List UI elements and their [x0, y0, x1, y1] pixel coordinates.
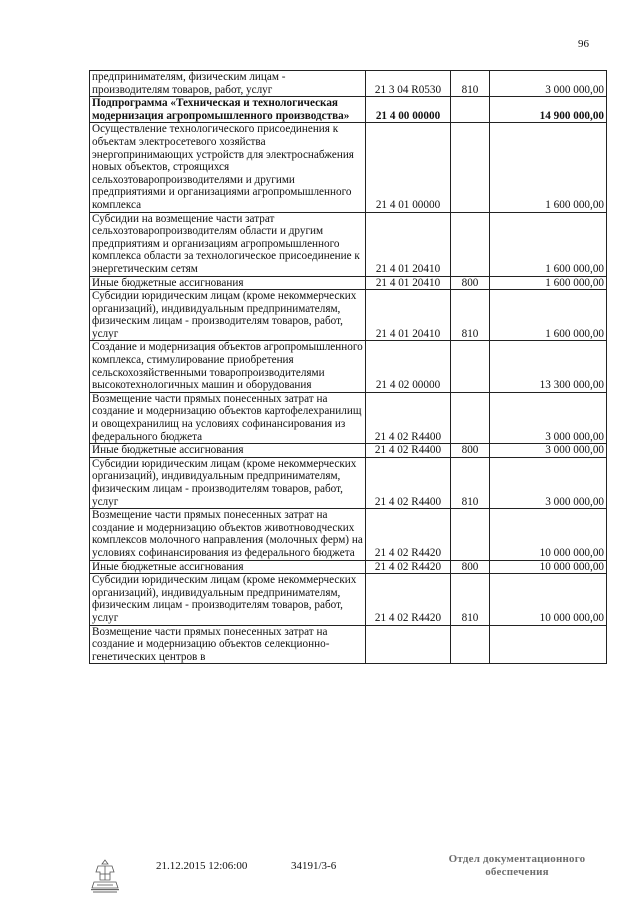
table-row [90, 212, 607, 276]
cell-amount: 10 000 000,00 [490, 574, 607, 625]
cell-name: Возмещение части прямых понесенных затрат на создание и модернизацию объектов селекционно-генетических центров в [90, 625, 366, 664]
department-stamp [437, 853, 597, 879]
table-row [90, 341, 607, 392]
cell-name: Возмещение части прямых понесенных затрат на создание и модернизацию объектов животноводческих комплексов молочного направления (молочных ферм) на условиях софинансирования из федерального бюджета [90, 509, 366, 560]
table-row [90, 574, 607, 625]
cell-name: Субсидии юридическим лицам (кроме некоммерческих организаций), индивидуальным предпринимателям, физическим лицам - производителям товаров, работ, услуг [90, 290, 366, 341]
table-row [90, 290, 607, 341]
cell-code: 21 4 02 R4400 [366, 444, 451, 458]
cell-expense-type [451, 392, 490, 443]
cell-name: Осуществление технологического присоединения к объектам электросетевого хозяйства энергопринимающих устройств для электроснабжения новых объектов, строящихся сельхозтоваропроизводителями и другими предприятиями и организациями агропромышленного комплекса [90, 123, 366, 212]
cell-amount: 3 000 000,00 [490, 71, 607, 97]
cell-expense-type: 810 [451, 71, 490, 97]
cell-name: предпринимателям, физическим лицам - производителям товаров, работ, услуг [90, 71, 366, 97]
cell-name: Иные бюджетные ассигнования [90, 444, 366, 458]
cell-amount: 1 600 000,00 [490, 212, 607, 276]
cell-code: 21 4 02 R4420 [366, 560, 451, 574]
cell-expense-type: 800 [451, 444, 490, 458]
cell-amount: 3 000 000,00 [490, 457, 607, 508]
cell-expense-type: 810 [451, 457, 490, 508]
table-row [90, 276, 607, 290]
cell-code: 21 4 02 R4400 [366, 457, 451, 508]
footer-datetime: 21.12.2015 12:06:00 [156, 860, 248, 872]
cell-code: 21 4 01 20410 [366, 290, 451, 341]
cell-expense-type [451, 509, 490, 560]
cell-name: Субсидии юридическим лицам (кроме некоммерческих организаций), индивидуальным предпринимателям, физическим лицам - производителям товаров, работ, услуг [90, 574, 366, 625]
cell-amount: 1 600 000,00 [490, 276, 607, 290]
cell-amount: 1 600 000,00 [490, 123, 607, 212]
cell-code [366, 625, 451, 664]
cell-expense-type [451, 123, 490, 212]
table-row [90, 625, 607, 664]
cell-amount: 14 900 000,00 [490, 97, 607, 123]
cell-expense-type: 800 [451, 560, 490, 574]
cell-code: 21 4 01 00000 [366, 123, 451, 212]
cell-code: 21 4 00 00000 [366, 97, 451, 123]
cell-code: 21 4 02 00000 [366, 341, 451, 392]
cell-name: Подпрограмма «Техническая и технологическая модернизация агропромышленного производства» [90, 97, 366, 123]
cell-code: 21 4 02 R4420 [366, 574, 451, 625]
cell-code: 21 4 02 R4420 [366, 509, 451, 560]
table-row [90, 457, 607, 508]
cell-name: Иные бюджетные ассигнования [90, 276, 366, 290]
page-number: 96 [578, 38, 589, 50]
cell-code: 21 4 01 20410 [366, 276, 451, 290]
footer-document-number: 34191/3-6 [291, 860, 337, 872]
cell-expense-type: 800 [451, 276, 490, 290]
cell-amount: 10 000 000,00 [490, 509, 607, 560]
cell-expense-type [451, 625, 490, 664]
cell-name: Субсидии на возмещение части затрат сельхозтоваропроизводителям области и другим предприятиям и организациям агропромышленного комплекса области за технологическое присоединение к энергетическим сетям [90, 212, 366, 276]
table-row [90, 71, 607, 97]
table-row [90, 560, 607, 574]
cell-expense-type [451, 97, 490, 123]
table-row [90, 444, 607, 458]
cell-name: Возмещение части прямых понесенных затрат на создание и модернизацию объектов картофелехранилищ и овощехранилищ на условиях софинансирования из федерального бюджета [90, 392, 366, 443]
table-row [90, 392, 607, 443]
cell-amount: 10 000 000,00 [490, 560, 607, 574]
cell-name: Субсидии юридическим лицам (кроме некоммерческих организаций), индивидуальным предпринимателям, физическим лицам - производителям товаров, работ, услуг [90, 457, 366, 508]
stamp-line-2: обеспечения [485, 866, 549, 878]
cell-amount: 3 000 000,00 [490, 444, 607, 458]
cell-expense-type: 810 [451, 290, 490, 341]
budget-table [89, 70, 607, 664]
cell-amount: 13 300 000,00 [490, 341, 607, 392]
cell-expense-type [451, 341, 490, 392]
table-row [90, 97, 607, 123]
cell-code: 21 4 01 20410 [366, 212, 451, 276]
table-row [90, 509, 607, 560]
cell-expense-type [451, 212, 490, 276]
cell-amount: 3 000 000,00 [490, 392, 607, 443]
cell-amount: 1 600 000,00 [490, 290, 607, 341]
coat-of-arms-icon [88, 858, 122, 894]
table-row [90, 123, 607, 212]
cell-name: Иные бюджетные ассигнования [90, 560, 366, 574]
cell-code: 21 4 02 R4400 [366, 392, 451, 443]
cell-code: 21 3 04 R0530 [366, 71, 451, 97]
cell-name: Создание и модернизация объектов агропромышленного комплекса, стимулирование приобретения сельскохозяйственными товаропроизводителями высокотехнологичных машин и оборудования [90, 341, 366, 392]
stamp-line-1: Отдел документационного [448, 853, 586, 865]
cell-expense-type: 810 [451, 574, 490, 625]
cell-amount [490, 625, 607, 664]
